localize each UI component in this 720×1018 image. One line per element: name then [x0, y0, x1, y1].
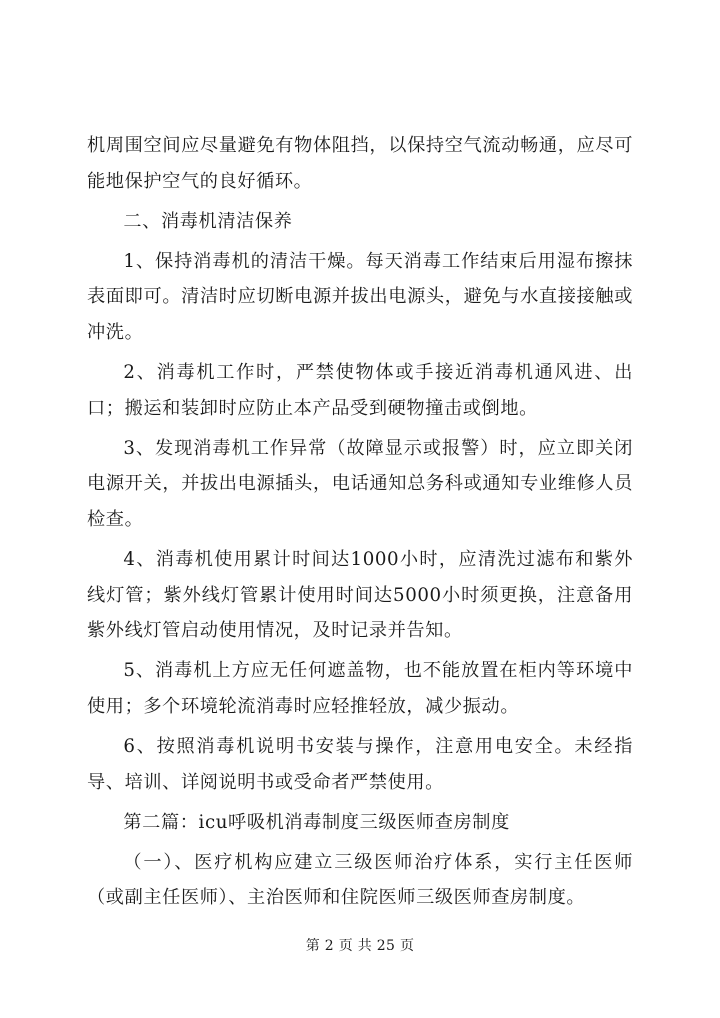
document-body [87, 128, 633, 920]
body-paragraph: 3、发现消毒机工作异常（故障显示或报警）时，应立即关闭电源开关，并拔出电源插头，电话通知总务科或通知专业维修人员检查。 [87, 437, 633, 530]
body-paragraph: 2、消毒机工作时，严禁使物体或手接近消毒机通风进、出口；搬运和装卸时应防止本产品受到硬物撞击或倒地。 [87, 362, 633, 419]
body-paragraph: 6、按照消毒机说明书安装与操作，注意用电安全。未经指导、培训、详阅说明书或受命者严禁使用。 [87, 736, 633, 793]
body-paragraph: （一）、医疗机构应建立三级医师治疗体系，实行主任医师（或副主任医师）、主治医师和住院医师三级医师查房制度。 [87, 851, 633, 909]
chapter-heading: 第二篇：icu呼吸机消毒制度三级医师查房制度 [123, 811, 510, 833]
section-heading: 二、消毒机清洁保养 [123, 210, 293, 232]
body-paragraph: 机周围空间应尽量避免有物体阻挡，以保持空气流动畅通，应尽可能地保护空气的良好循环。 [87, 135, 633, 192]
body-paragraph: 4、消毒机使用累计时间达1000小时，应清洗过滤布和紫外线灯管；紫外线灯管累计使用时间达5000小时须更换，注意备用紫外线灯管启动使用情况，及时记录并告知。 [87, 549, 633, 642]
body-paragraph: 1、保持消毒机的清洁干燥。每天消毒工作结束后用湿布擦抹表面即可。清洁时应切断电源并拔出电源头，避免与水直接接触或冲洗。 [87, 250, 633, 343]
body-paragraph: 5、消毒机上方应无任何遮盖物，也不能放置在柜内等环境中使用；多个环境轮流消毒时应轻推轻放，减少振动。 [87, 660, 633, 717]
page-number-footer: 第 2 页 共 25 页 [305, 938, 415, 954]
